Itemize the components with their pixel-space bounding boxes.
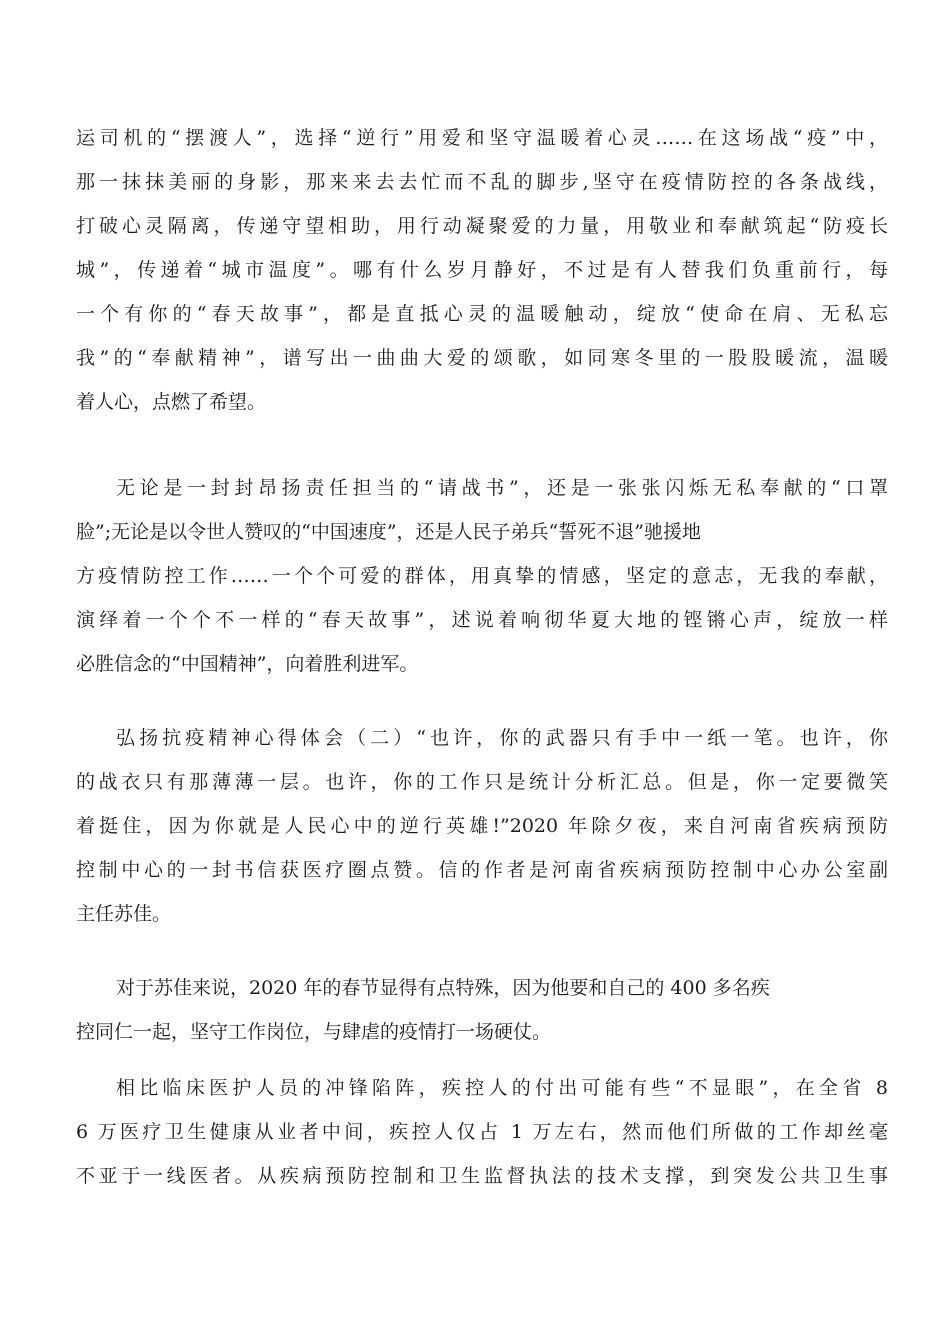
text-line: 无论是一封封昂扬责任担当的“请战书”，还是一张张闪烁无私奉献的“口罩 <box>116 477 888 499</box>
text-line: 不亚于一线医者。从疾病预防控制和卫生监督执法的技术支撑，到突发公共卫生事 <box>76 1165 888 1187</box>
text-line: 主任苏佳。 <box>76 903 172 925</box>
paragraph-3 <box>76 716 888 936</box>
text-line: 的战衣只有那薄薄一层。也许，你的工作只是统计分析汇总。但是，你一定要微笑 <box>76 771 888 793</box>
paragraph-5 <box>76 1066 888 1198</box>
text-line: 我”的“奉献精神”，谱写出一曲曲大爱的颂歌，如同寒冬里的一股股暖流，温暖 <box>76 347 888 369</box>
text-line: 运司机的“摆渡人”，选择“逆行”用爱和坚守温暖着心灵……在这场战“疫”中， <box>76 127 888 149</box>
text-line: 必胜信念的“中国精神”，向着胜利进军。 <box>76 653 419 675</box>
text-line: 城”，传递着“城市温度”。哪有什么岁月静好，不过是有人替我们负重前行，每 <box>76 259 888 281</box>
paragraph-4 <box>76 966 888 1054</box>
text-line: 6 万医疗卫生健康从业者中间，疾控人仅占 1 万左右，然而他们所做的工作却丝毫 <box>76 1121 888 1143</box>
paragraph-2 <box>76 466 888 686</box>
text-line: 那一抹抹美丽的身影，那来来去去忙而不乱的脚步,坚守在疫情防控的各条战线， <box>76 171 888 193</box>
text-line: 相比临床医护人员的冲锋陷阵，疾控人的付出可能有些“不显眼”，在全省 8 <box>116 1077 888 1099</box>
text-line: 打破心灵隔离，传递守望相助，用行动凝聚爱的力量，用敬业和奉献筑起“防疫长 <box>76 215 888 237</box>
text-line: 对于苏佳来说，2020 年的春节显得有点特殊，因为他要和自己的 400 多名疾 <box>116 977 770 999</box>
text-line: 着人心，点燃了希望。 <box>76 391 267 413</box>
text-line: 弘扬抗疫精神心得体会（二）“也许，你的武器只有手中一纸一笔。也许，你 <box>116 727 888 749</box>
paragraph-1 <box>76 116 888 424</box>
text-line: 着挺住，因为你就是人民心中的逆行英雄!”2020 年除夕夜，来自河南省疾病预防 <box>76 815 888 837</box>
text-line: 一个有你的“春天故事”，都是直抵心灵的温暖触动，绽放“使命在肩、无私忘 <box>76 303 888 325</box>
text-line: 脸”;无论是以令世人赞叹的“中国速度”，还是人民子弟兵“誓死不退”驰援地 <box>76 521 701 543</box>
text-line: 方疫情防控工作……一个个可爱的群体，用真挚的情感，坚定的意志，无我的奉献， <box>76 565 888 587</box>
text-line: 控同仁一起，坚守工作岗位，与肆虐的疫情打一场硬仗。 <box>76 1021 552 1043</box>
text-line: 控制中心的一封书信获医疗圈点赞。信的作者是河南省疾病预防控制中心办公室副 <box>76 859 888 881</box>
text-line: 演绎着一个个不一样的“春天故事”，述说着响彻华夏大地的铿锵心声，绽放一样 <box>76 609 888 631</box>
